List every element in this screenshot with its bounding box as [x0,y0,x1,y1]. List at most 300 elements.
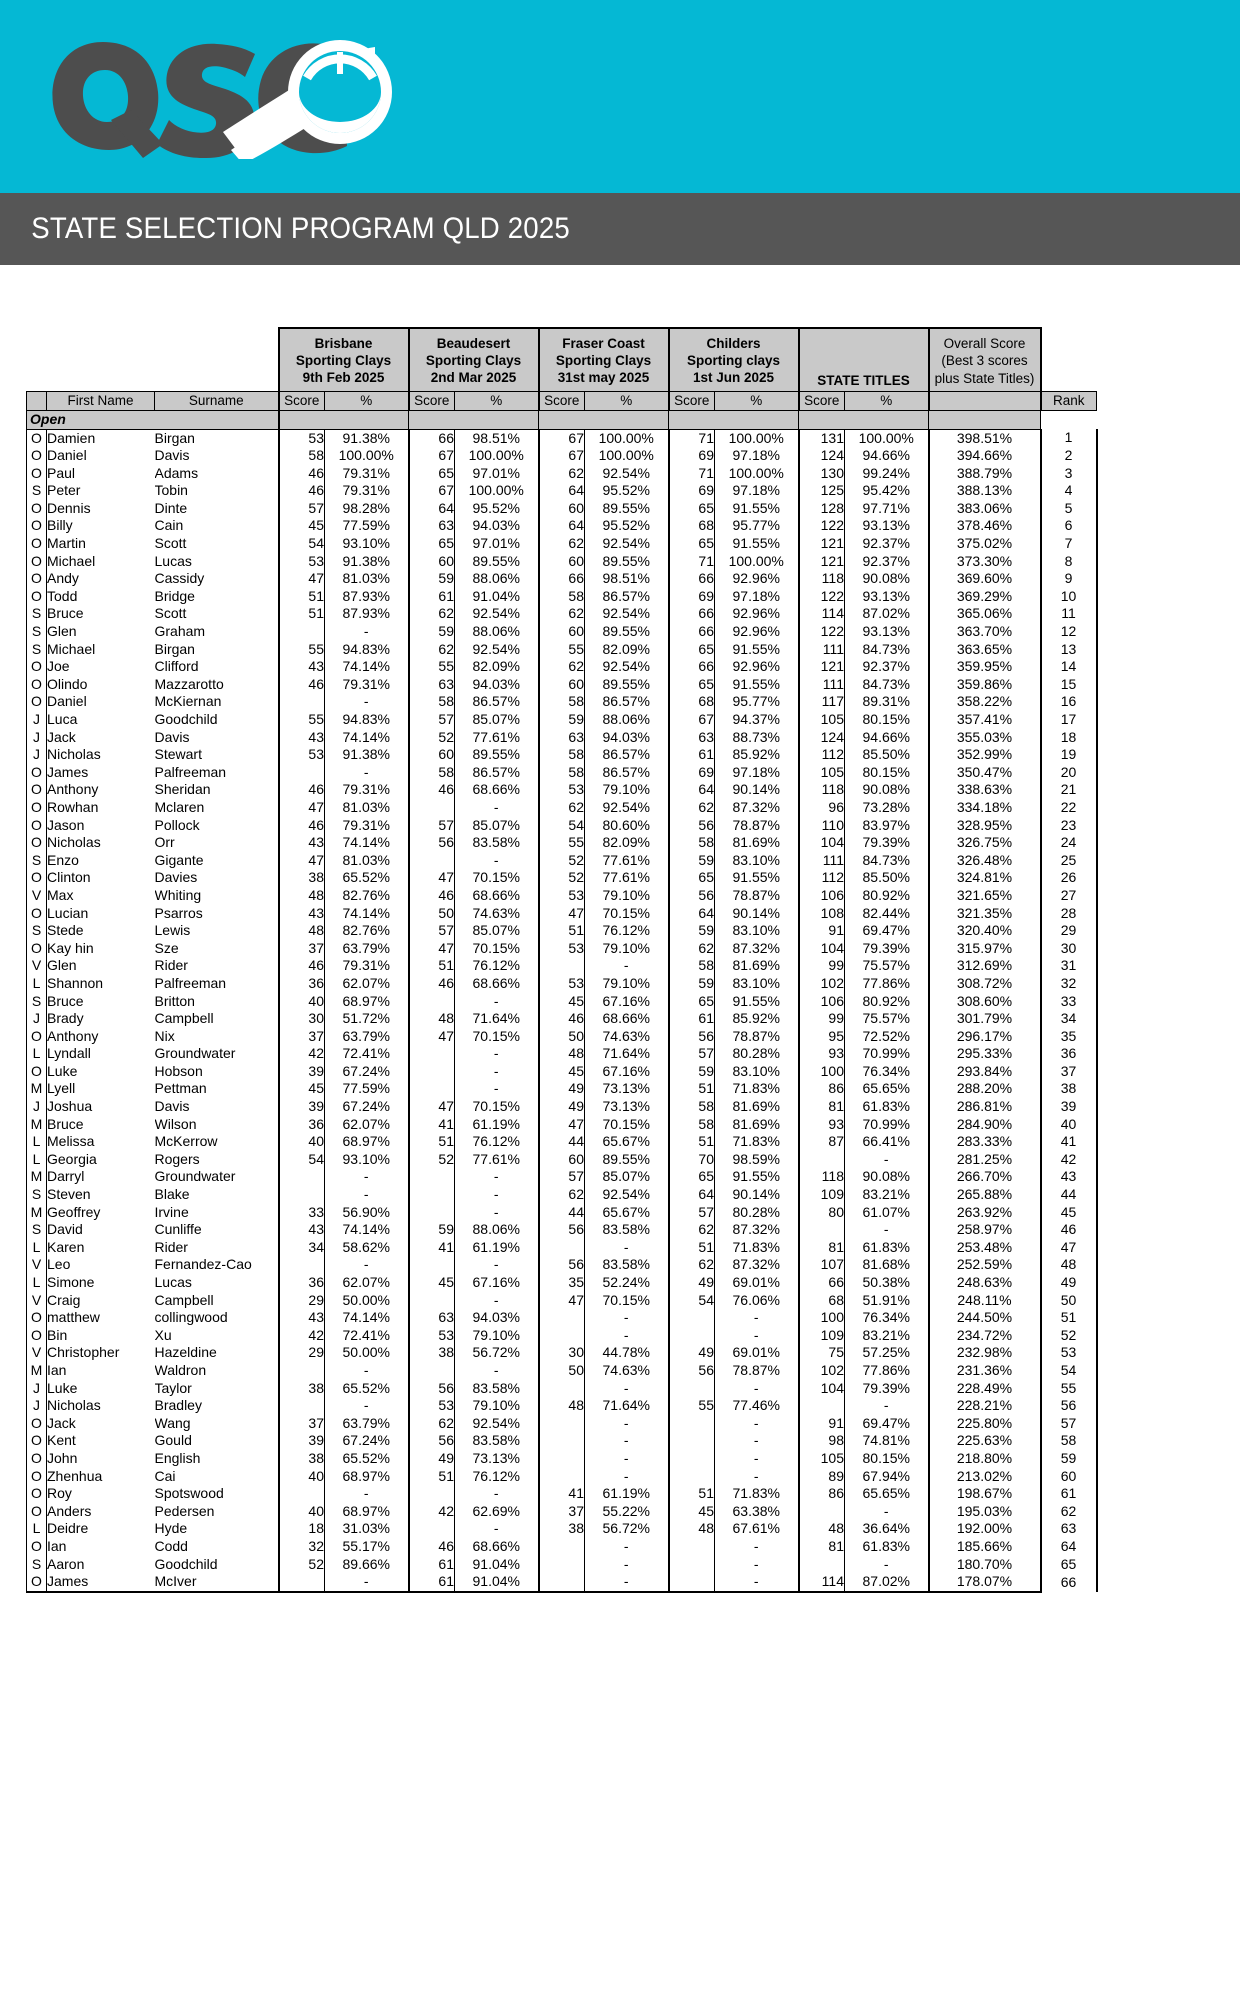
cell-last: Scott [155,605,279,623]
cell-s3 [539,1468,585,1486]
cell-s1: 42 [279,1327,325,1345]
cell-s3: 58 [539,693,585,711]
cell-p5: 100.00% [845,429,929,447]
cell-p5: - [845,1221,929,1239]
cell-cat: O [27,500,47,518]
cell-s4: 64 [669,781,715,799]
cell-p2: 70.15% [455,1028,539,1046]
cell-cat: O [27,1538,47,1556]
cell-s2: 46 [409,975,455,993]
cell-p4: 90.14% [715,1186,799,1204]
cell-s4: 71 [669,429,715,447]
cell-last: Groundwater [155,1168,279,1186]
cell-s1: 48 [279,887,325,905]
table-row [27,957,1097,975]
cell-p5: 66.41% [845,1133,929,1151]
cell-first: Martin [47,535,155,553]
table-row [27,834,1097,852]
cell-p1: 72.41% [325,1327,409,1345]
cell-s1: 34 [279,1239,325,1257]
cell-s2: 57 [409,922,455,940]
cell-s2: 58 [409,764,455,782]
cell-last: Irvine [155,1204,279,1222]
cell-last: Davies [155,869,279,887]
cell-overall: 225.80% [929,1415,1041,1433]
cell-overall: 228.49% [929,1380,1041,1398]
venue-name: Childers [706,335,761,351]
cell-p5: 80.15% [845,764,929,782]
cell-overall: 363.70% [929,623,1041,641]
cell-p3: 67.16% [585,993,669,1011]
cell-s2: 46 [409,1538,455,1556]
table-row [27,711,1097,729]
cell-p5: 70.99% [845,1116,929,1134]
cell-p4: 71.83% [715,1080,799,1098]
cell-overall: 359.86% [929,676,1041,694]
cell-p3: 65.67% [585,1133,669,1151]
cell-first: Nicholas [47,1397,155,1415]
cell-last: Davis [155,729,279,747]
cell-s4: 48 [669,1520,715,1538]
cell-p5: 80.92% [845,887,929,905]
header-blank-rank [1041,328,1097,391]
table-row [27,1380,1097,1398]
table-row [27,1344,1097,1362]
cell-s1: 43 [279,1221,325,1239]
cell-rank: 24 [1041,834,1097,852]
cell-s3: 56 [539,1221,585,1239]
cell-p1: 51.72% [325,1010,409,1028]
cell-p3: 65.67% [585,1204,669,1222]
cell-s4: 69 [669,482,715,500]
cell-overall: 326.48% [929,852,1041,870]
cell-s1: 51 [279,605,325,623]
cell-s3: 53 [539,781,585,799]
cell-s5: 104 [799,1380,845,1398]
cell-s4: 59 [669,852,715,870]
cell-overall: 198.67% [929,1485,1041,1503]
table-row [27,1292,1097,1310]
cell-s4 [669,1432,715,1450]
cell-s2: 41 [409,1116,455,1134]
cell-s5: 122 [799,588,845,606]
cell-p3: 73.13% [585,1080,669,1098]
cell-last: Davis [155,447,279,465]
cell-p1: 79.31% [325,817,409,835]
cell-s2: 59 [409,623,455,641]
cell-overall: 293.84% [929,1063,1041,1081]
cell-s3 [539,1327,585,1345]
cell-s5 [799,1503,845,1521]
cell-p3: 70.15% [585,1116,669,1134]
cell-s1: 38 [279,1450,325,1468]
cell-s5: 89 [799,1468,845,1486]
cell-s5: 91 [799,1415,845,1433]
cell-s5: 81 [799,1538,845,1556]
cell-s3: 47 [539,905,585,923]
cell-s3: 56 [539,1256,585,1274]
cell-s2: 51 [409,1133,455,1151]
cell-p3: 82.09% [585,641,669,659]
cell-p2: 92.54% [455,605,539,623]
cell-p5: 83.97% [845,817,929,835]
cell-cat: O [27,869,47,887]
cell-rank: 12 [1041,623,1097,641]
cell-s2 [409,1045,455,1063]
cell-p5: 61.07% [845,1204,929,1222]
cell-s4: 71 [669,465,715,483]
cell-s4: 62 [669,799,715,817]
cell-s4: 59 [669,975,715,993]
cell-p4: 69.01% [715,1344,799,1362]
cell-s5: 122 [799,517,845,535]
cell-s4: 51 [669,1239,715,1257]
cell-s5: 114 [799,1573,845,1592]
cell-s3: 60 [539,676,585,694]
cell-s5: 105 [799,764,845,782]
cell-first: Peter [47,482,155,500]
cell-p1: 68.97% [325,1468,409,1486]
cell-p2: 94.03% [455,517,539,535]
cell-overall: 388.79% [929,465,1041,483]
cell-p1: 79.31% [325,957,409,975]
cell-s5: 112 [799,746,845,764]
cell-p4: - [715,1538,799,1556]
cell-p2: 86.57% [455,764,539,782]
cell-s5: 111 [799,641,845,659]
venue-name: Brisbane [314,335,373,351]
table-row [27,429,1097,447]
cell-s5: 118 [799,781,845,799]
table-row [27,1485,1097,1503]
cell-first: Daniel [47,693,155,711]
results-table-area [0,327,1240,1593]
cell-p5: 80.92% [845,993,929,1011]
cell-s5: 66 [799,1274,845,1292]
cell-last: Goodchild [155,1556,279,1574]
cell-p2: 70.15% [455,869,539,887]
cell-s1: 30 [279,1010,325,1028]
cell-overall: 228.21% [929,1397,1041,1415]
cell-p1: 74.14% [325,1309,409,1327]
beaudesert-pct-col-header: % [455,391,539,410]
cell-rank: 41 [1041,1133,1097,1151]
table-row [27,1151,1097,1169]
results-table [26,327,1098,1593]
cell-p1: 79.31% [325,482,409,500]
cell-first: Paul [47,465,155,483]
cell-overall: 324.81% [929,869,1041,887]
cell-last: Hobson [155,1063,279,1081]
cell-first: Nicholas [47,746,155,764]
cell-s4 [669,1468,715,1486]
header-blank-left [27,328,279,391]
cell-cat: O [27,1415,47,1433]
cell-last: Cai [155,1468,279,1486]
cell-p2: 91.04% [455,1573,539,1592]
cell-p5: 36.64% [845,1520,929,1538]
cell-p3: 70.15% [585,1292,669,1310]
cell-first: Olindo [47,676,155,694]
cell-cat: J [27,746,47,764]
cell-p3: 68.66% [585,1010,669,1028]
cell-p4: 81.69% [715,957,799,975]
cell-s2: 47 [409,1028,455,1046]
cell-p5: 92.37% [845,535,929,553]
cell-s2: 53 [409,1397,455,1415]
cell-rank: 64 [1041,1538,1097,1556]
cell-overall: 283.33% [929,1133,1041,1151]
cell-s5: 108 [799,905,845,923]
cell-p1: - [325,1573,409,1592]
cell-last: Graham [155,623,279,641]
cell-s4 [669,1380,715,1398]
cell-p1: 74.14% [325,729,409,747]
cell-p5: 95.42% [845,482,929,500]
cell-last: Blake [155,1186,279,1204]
cell-p3: 85.07% [585,1168,669,1186]
cell-p3: - [585,1538,669,1556]
cell-last: Campbell [155,1292,279,1310]
cell-overall: 225.63% [929,1432,1041,1450]
cell-s3: 52 [539,869,585,887]
cell-p3: 70.15% [585,905,669,923]
cell-s2: 51 [409,957,455,975]
cell-p2: 88.06% [455,623,539,641]
cell-p2: - [455,1292,539,1310]
cell-s2: 59 [409,1221,455,1239]
cell-last: Cunliffe [155,1221,279,1239]
table-row [27,1028,1097,1046]
cell-last: Sheridan [155,781,279,799]
venue-header-beaudesert [409,328,539,391]
cell-rank: 3 [1041,465,1097,483]
cell-s3: 37 [539,1503,585,1521]
cell-p1: 74.14% [325,658,409,676]
cell-s1: 53 [279,746,325,764]
cell-s2: 47 [409,869,455,887]
cell-p5: 90.08% [845,781,929,799]
table-row [27,1327,1097,1345]
brisbane-score-col-header: Score [279,391,325,410]
cell-overall: 296.17% [929,1028,1041,1046]
venue-discipline: Sporting Clays [295,353,392,369]
cell-overall: 281.25% [929,1151,1041,1169]
cell-s3: 48 [539,1397,585,1415]
cell-overall: 357.41% [929,711,1041,729]
cell-cat: V [27,957,47,975]
cell-s1: 58 [279,447,325,465]
cell-p1: 79.31% [325,781,409,799]
cell-cat: O [27,1450,47,1468]
table-row [27,1450,1097,1468]
cell-s5: 117 [799,693,845,711]
cell-s5: 99 [799,1010,845,1028]
cell-s3: 58 [539,764,585,782]
cell-s4 [669,1450,715,1468]
cell-rank: 20 [1041,764,1097,782]
cell-s1 [279,764,325,782]
cell-p1: - [325,623,409,641]
cell-s1: 43 [279,658,325,676]
cell-p5: 74.81% [845,1432,929,1450]
cell-s3: 53 [539,940,585,958]
table-row [27,852,1097,870]
cell-cat: L [27,1239,47,1257]
table-row [27,693,1097,711]
cell-first: matthew [47,1309,155,1327]
cell-p5: 77.86% [845,975,929,993]
cell-p3: 71.64% [585,1397,669,1415]
cell-p3: 100.00% [585,447,669,465]
cell-overall: 358.22% [929,693,1041,711]
table-row [27,1116,1097,1134]
cell-s1 [279,1485,325,1503]
cell-s3: 50 [539,1362,585,1380]
cell-s3: 67 [539,447,585,465]
rank-col-header: Rank [1041,391,1097,410]
cell-p4: 92.96% [715,623,799,641]
cell-p1: 94.83% [325,711,409,729]
cell-cat: J [27,1010,47,1028]
cell-s3: 58 [539,746,585,764]
cell-first: Luca [47,711,155,729]
cell-first: Anthony [47,1028,155,1046]
cell-p5: 65.65% [845,1080,929,1098]
table-row [27,1080,1097,1098]
cell-s1: 40 [279,1468,325,1486]
cell-s2: 64 [409,500,455,518]
cell-s5: 114 [799,605,845,623]
cell-p1: 93.10% [325,535,409,553]
cell-p5: - [845,1397,929,1415]
cell-cat: L [27,1045,47,1063]
cell-overall: 350.47% [929,764,1041,782]
cell-cat: M [27,1116,47,1134]
cell-p4: 83.10% [715,975,799,993]
cell-s5: 109 [799,1327,845,1345]
cell-p1: 91.38% [325,746,409,764]
cell-p3: 92.54% [585,535,669,553]
cell-p1: 79.31% [325,465,409,483]
cell-p2: - [455,1045,539,1063]
cell-p4: 92.96% [715,658,799,676]
cell-s1 [279,693,325,711]
section-filler-1 [279,410,409,429]
cell-rank: 19 [1041,746,1097,764]
cell-p3: - [585,1450,669,1468]
cell-p2: 92.54% [455,641,539,659]
cell-p2: 91.04% [455,1556,539,1574]
cell-s2: 57 [409,711,455,729]
cell-p5: 79.39% [845,940,929,958]
cell-p2: 89.55% [455,746,539,764]
cell-s1 [279,1362,325,1380]
cell-p3: 61.19% [585,1485,669,1503]
cell-s2: 61 [409,588,455,606]
cell-s5: 104 [799,940,845,958]
cell-rank: 29 [1041,922,1097,940]
cell-overall: 398.51% [929,429,1041,447]
cell-p5: 84.73% [845,676,929,694]
cell-p1: 82.76% [325,922,409,940]
cell-s3 [539,1239,585,1257]
cell-p2: 91.04% [455,588,539,606]
cell-cat: L [27,1274,47,1292]
cell-last: Gould [155,1432,279,1450]
cell-s3: 67 [539,429,585,447]
cell-cat: O [27,447,47,465]
cell-p5: 87.02% [845,1573,929,1592]
cell-p3: 79.10% [585,975,669,993]
cell-s4: 64 [669,905,715,923]
cell-p4: 81.69% [715,1116,799,1134]
cell-s4: 65 [669,676,715,694]
cell-p4: 91.55% [715,993,799,1011]
cell-p3: 89.55% [585,1151,669,1169]
cell-p2: - [455,1362,539,1380]
cell-p2: 83.58% [455,834,539,852]
cell-p1: 65.52% [325,1450,409,1468]
cell-s4: 51 [669,1080,715,1098]
cell-p1: 56.90% [325,1204,409,1222]
cell-s2: 60 [409,746,455,764]
frasercoast-score-col-header: Score [539,391,585,410]
table-row [27,940,1097,958]
cell-p1: 65.52% [325,869,409,887]
cell-rank: 48 [1041,1256,1097,1274]
cell-p4: 98.59% [715,1151,799,1169]
cell-s5: 105 [799,711,845,729]
cell-s4 [669,1556,715,1574]
table-row [27,641,1097,659]
first-name-col-header: First Name [47,391,155,410]
cell-s5 [799,1151,845,1169]
cell-overall: 286.81% [929,1098,1041,1116]
cell-p1: 72.41% [325,1045,409,1063]
cell-p4: 71.83% [715,1133,799,1151]
cell-s5: 102 [799,1362,845,1380]
cell-s3: 60 [539,500,585,518]
cell-p5: 83.21% [845,1327,929,1345]
cell-last: Cain [155,517,279,535]
table-row [27,1573,1097,1592]
cell-cat: M [27,1168,47,1186]
cell-p1: - [325,1168,409,1186]
cell-cat: O [27,676,47,694]
cell-s3: 64 [539,482,585,500]
cell-s5: 124 [799,447,845,465]
cell-p4: - [715,1573,799,1592]
cell-s2: 56 [409,1380,455,1398]
cell-cat: O [27,517,47,535]
cell-p3: 77.61% [585,852,669,870]
cell-s4: 65 [669,993,715,1011]
cell-last: Campbell [155,1010,279,1028]
cell-p2: 100.00% [455,447,539,465]
venue-header-childers [669,328,799,391]
cell-s4: 56 [669,887,715,905]
cell-p1: 68.97% [325,1133,409,1151]
cell-p3: 86.57% [585,746,669,764]
cell-p5: 80.15% [845,1450,929,1468]
cell-s4 [669,1309,715,1327]
cell-s1: 36 [279,975,325,993]
cell-p4: 83.10% [715,852,799,870]
cell-s4 [669,1538,715,1556]
cell-last: Palfreeman [155,764,279,782]
cell-s1: 38 [279,1380,325,1398]
